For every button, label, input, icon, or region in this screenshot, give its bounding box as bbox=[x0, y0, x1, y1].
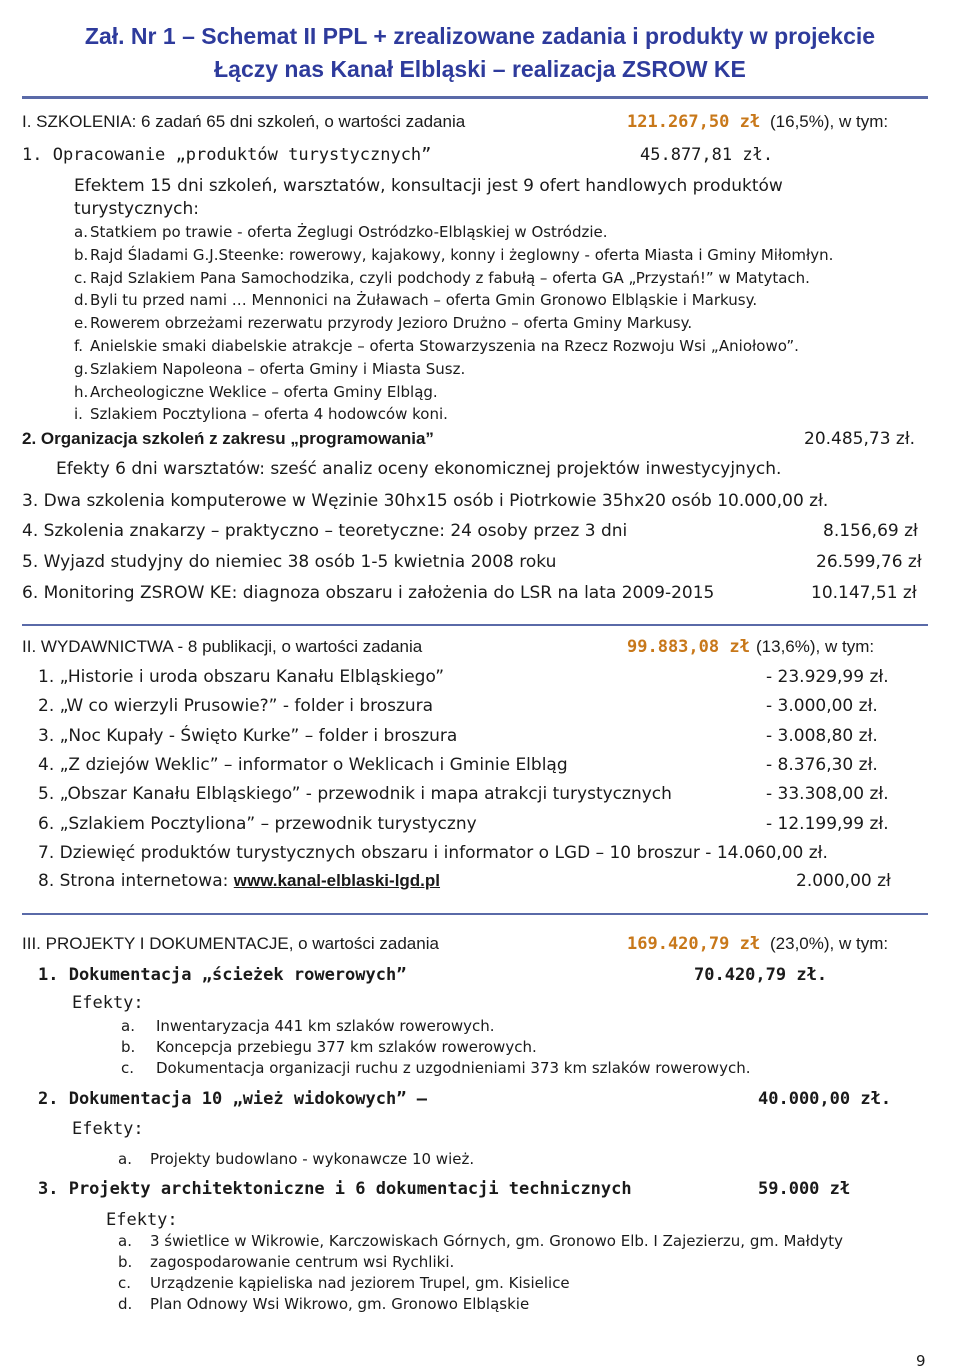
offer-item-letter: g. bbox=[74, 359, 89, 378]
website-link[interactable]: www.kanal-elblaski-lgd.pl bbox=[233, 871, 441, 890]
publication-item-label: 1. „Historie i uroda obszaru Kanału Elbląskiego” bbox=[38, 667, 445, 687]
offer-item-letter: b. bbox=[74, 245, 89, 264]
project-1-effect-text: Inwentaryzacja 441 km szlaków rowerowych. bbox=[156, 1017, 495, 1035]
section-3-share: (23,0%), w tym: bbox=[770, 934, 889, 953]
publication-item-label: 4. „Z dziejów Weklic” – informator o Weklicach i Gminie Elbląg bbox=[38, 754, 568, 775]
project-2-effect-letter: a. bbox=[118, 1150, 132, 1168]
section-1-item-6-label: 6. Monitoring ZSROW KE: diagnoza obszaru i założenia do LSR na lata 2009-2015 bbox=[22, 583, 715, 603]
project-2-effect-text: Projekty budowlano - wykonawcze 10 wież. bbox=[150, 1150, 475, 1168]
offer-item-letter: h. bbox=[74, 382, 89, 401]
project-2-label: 2. Dokumentacja 10 „wież widokowych” – bbox=[38, 1089, 427, 1109]
offer-item-letter: a. bbox=[74, 223, 88, 241]
offer-item-text: Byli tu przed nami … Mennonici na Żuławach – oferta Gmin Gronowo Elbląskie i Markusy. bbox=[90, 291, 758, 310]
section-2-item-8 bbox=[38, 871, 440, 891]
section-1-item-6-amount: 10.147,51 zł bbox=[811, 583, 917, 603]
section-1-item-2-label: 2. Organizacja szkoleń z zakresu „programowania” bbox=[22, 429, 434, 448]
offer-item-letter: c. bbox=[74, 268, 88, 287]
section-1-heading: I. SZKOLENIA: 6 zadań 65 dni szkoleń, o wartości zadania bbox=[22, 112, 466, 131]
section-1-item-3-label: 3. Dwa szkolenia komputerowe w Węzinie 30hx15 osób i Piotrkowie 35hx20 osób 10.000,00 zł. bbox=[22, 491, 829, 511]
offer-item-text: Archeologiczne Weklice – oferta Gminy Elbląg. bbox=[90, 382, 438, 401]
project-3-effect-text: Plan Odnowy Wsi Wikrowo, gm. Gronowo Elbląskie bbox=[150, 1295, 530, 1313]
section-1-item-4-label: 4. Szkolenia znakarzy – praktyczno – teoretyczne: 24 osoby przez 3 dni bbox=[22, 521, 628, 541]
project-1-effect-letter: c. bbox=[121, 1059, 135, 1077]
offer-item-text: Anielskie smaki diabelskie atrakcje – oferta Stowarzyszenia na Rzecz Rozwoju Wsi „Aniołowo”. bbox=[90, 337, 799, 355]
project-1-effect-letter: b. bbox=[121, 1038, 136, 1056]
section-2-item-8-amount: 2.000,00 zł bbox=[796, 871, 891, 891]
project-3-effect-text: 3 świetlice w Wikrowie, Karczowiskach Górnych, gm. Gronowo Elb. I Zajezierzu, gm. Małdyty bbox=[150, 1232, 844, 1250]
section-1-divider bbox=[22, 624, 928, 626]
section-3-heading: III. PROJEKTY I DOKUMENTACJE, o wartości zadania bbox=[22, 934, 439, 953]
project-1-effect-letter: a. bbox=[121, 1017, 135, 1035]
section-1-item-2-amount: 20.485,73 zł. bbox=[804, 429, 916, 449]
offer-item-text: Szlakiem Pocztyliona – oferta 4 hodowców koni. bbox=[90, 405, 448, 424]
project-2-amount: 40.000,00 zł. bbox=[758, 1089, 892, 1109]
offer-item-text: Rowerem obrzeżami rezerwatu przyrody Jezioro Drużno – oferta Gminy Markusy. bbox=[90, 314, 693, 333]
section-2-share: (13,6%), w tym: bbox=[756, 637, 875, 656]
project-3-label: 3. Projekty architektoniczne i 6 dokumentacji technicznych bbox=[38, 1179, 632, 1199]
section-2-amount: 99.883,08 zł bbox=[627, 637, 750, 657]
section-1-item-1-amount: 45.877,81 zł. bbox=[640, 145, 774, 165]
offer-item-letter: d. bbox=[74, 291, 89, 310]
offer-item-letter: i. bbox=[74, 405, 83, 424]
project-2-effects-label: Efekty: bbox=[72, 1119, 144, 1139]
project-3-effect-letter: a. bbox=[118, 1232, 132, 1250]
section-1-share: (16,5%), w tym: bbox=[770, 112, 889, 131]
section-1-item-5-amount: 26.599,76 zł bbox=[816, 552, 922, 572]
project-3-effect-text: Urządzenie kąpieliska nad jeziorem Trupel, gm. Kisielice bbox=[150, 1274, 570, 1292]
project-3-amount: 59.000 zł bbox=[758, 1179, 851, 1199]
publication-item-amount: - 3.008,80 zł. bbox=[766, 725, 878, 746]
publication-item-label: 2. „W co wierzyli Prusowie?” - folder i broszura bbox=[38, 696, 434, 717]
page-number: 9 bbox=[916, 1352, 926, 1370]
offer-item-text: Rajd Śladami G.J.Steenke: rowerowy, kajakowy, konny i żeglowny - oferta Miasta i Gminy Miłomłyn. bbox=[90, 245, 834, 264]
project-1-effects-label: Efekty: bbox=[72, 993, 144, 1013]
section-1-effect-line-2: turystycznych: bbox=[74, 199, 200, 219]
project-3-effect-letter: b. bbox=[118, 1253, 133, 1271]
section-1-amount: 121.267,50 zł bbox=[627, 112, 761, 132]
section-2-divider bbox=[22, 913, 928, 915]
publication-item-label: 5. „Obszar Kanału Elbląskiego” - przewodnik i mapa atrakcji turystycznych bbox=[38, 784, 672, 805]
section-1-effect-line-1: Efektem 15 dni szkoleń, warsztatów, konsultacji jest 9 ofert handlowych produktów bbox=[74, 176, 783, 196]
project-1-amount: 70.420,79 zł. bbox=[694, 965, 828, 985]
section-2-item-8-prefix: 8. Strona internetowa: bbox=[38, 871, 234, 891]
offer-item-text: Szlakiem Napoleona – oferta Gminy i Miasta Susz. bbox=[90, 359, 466, 378]
publication-item-amount: - 23.929,99 zł. bbox=[766, 667, 889, 687]
project-1-effect-text: Koncepcja przebiegu 377 km szlaków rowerowych. bbox=[156, 1038, 537, 1056]
publication-item-label: 3. „Noc Kupały - Święto Kurke” – folder i broszura bbox=[38, 725, 458, 746]
project-3-effects-label: Efekty: bbox=[106, 1210, 178, 1230]
section-1-item-1-label: 1. Opracowanie „produktów turystycznych” bbox=[22, 145, 432, 165]
page-title-line-2: Łączy nas Kanał Elbląski – realizacja ZSROW KE bbox=[214, 56, 746, 82]
section-1-item-4-amount: 8.156,69 zł bbox=[823, 521, 918, 541]
section-3-amount: 169.420,79 zł bbox=[627, 934, 761, 954]
publication-item-amount: - 8.376,30 zł. bbox=[766, 754, 878, 775]
project-1-label: 1. Dokumentacja „ścieżek rowerowych” bbox=[38, 965, 407, 985]
section-1-item-5-label: 5. Wyjazd studyjny do niemiec 38 osób 1-5 kwietnia 2008 roku bbox=[22, 552, 557, 572]
section-2-heading: II. WYDAWNICTWA - 8 publikacji, o wartości zadania bbox=[22, 637, 423, 656]
offer-item-letter: e. bbox=[74, 314, 88, 333]
publication-item-amount: - 3.000,00 zł. bbox=[766, 696, 878, 717]
offer-item-letter: f. bbox=[74, 337, 83, 355]
project-3-effect-text: zagospodarowanie centrum wsi Rychliki. bbox=[150, 1253, 455, 1271]
project-3-effect-letter: c. bbox=[118, 1274, 132, 1292]
title-divider bbox=[22, 96, 928, 99]
offer-item-text: Rajd Szlakiem Pana Samochodzika, czyli podchody z fabułą – oferta GA „Przystań!” w Matytach. bbox=[90, 268, 810, 287]
publication-item-label: 6. „Szlakiem Pocztyliona” – przewodnik turystyczny bbox=[38, 813, 477, 834]
publication-item-label: 7. Dziewięć produktów turystycznych obszaru i informator o LGD – 10 broszur - 14.060,00 zł. bbox=[38, 842, 828, 863]
project-1-effect-text: Dokumentacja organizacji ruchu z uzgodnieniami 373 km szlaków rowerowych. bbox=[156, 1059, 751, 1077]
section-1-item-2-effect: Efekty 6 dni warsztatów: sześć analiz oceny ekonomicznej projektów inwestycyjnych. bbox=[56, 459, 782, 479]
publication-item-amount: - 33.308,00 zł. bbox=[766, 784, 889, 805]
page-title-line-1: Zał. Nr 1 – Schemat II PPL + zrealizowane zadania i produkty w projekcie bbox=[84, 23, 876, 49]
publication-item-amount: - 12.199,99 zł. bbox=[766, 813, 889, 834]
project-3-effect-letter: d. bbox=[118, 1295, 133, 1313]
offer-item-text: Statkiem po trawie - oferta Żeglugi Ostródzko-Elbląskiej w Ostródzie. bbox=[90, 223, 608, 241]
